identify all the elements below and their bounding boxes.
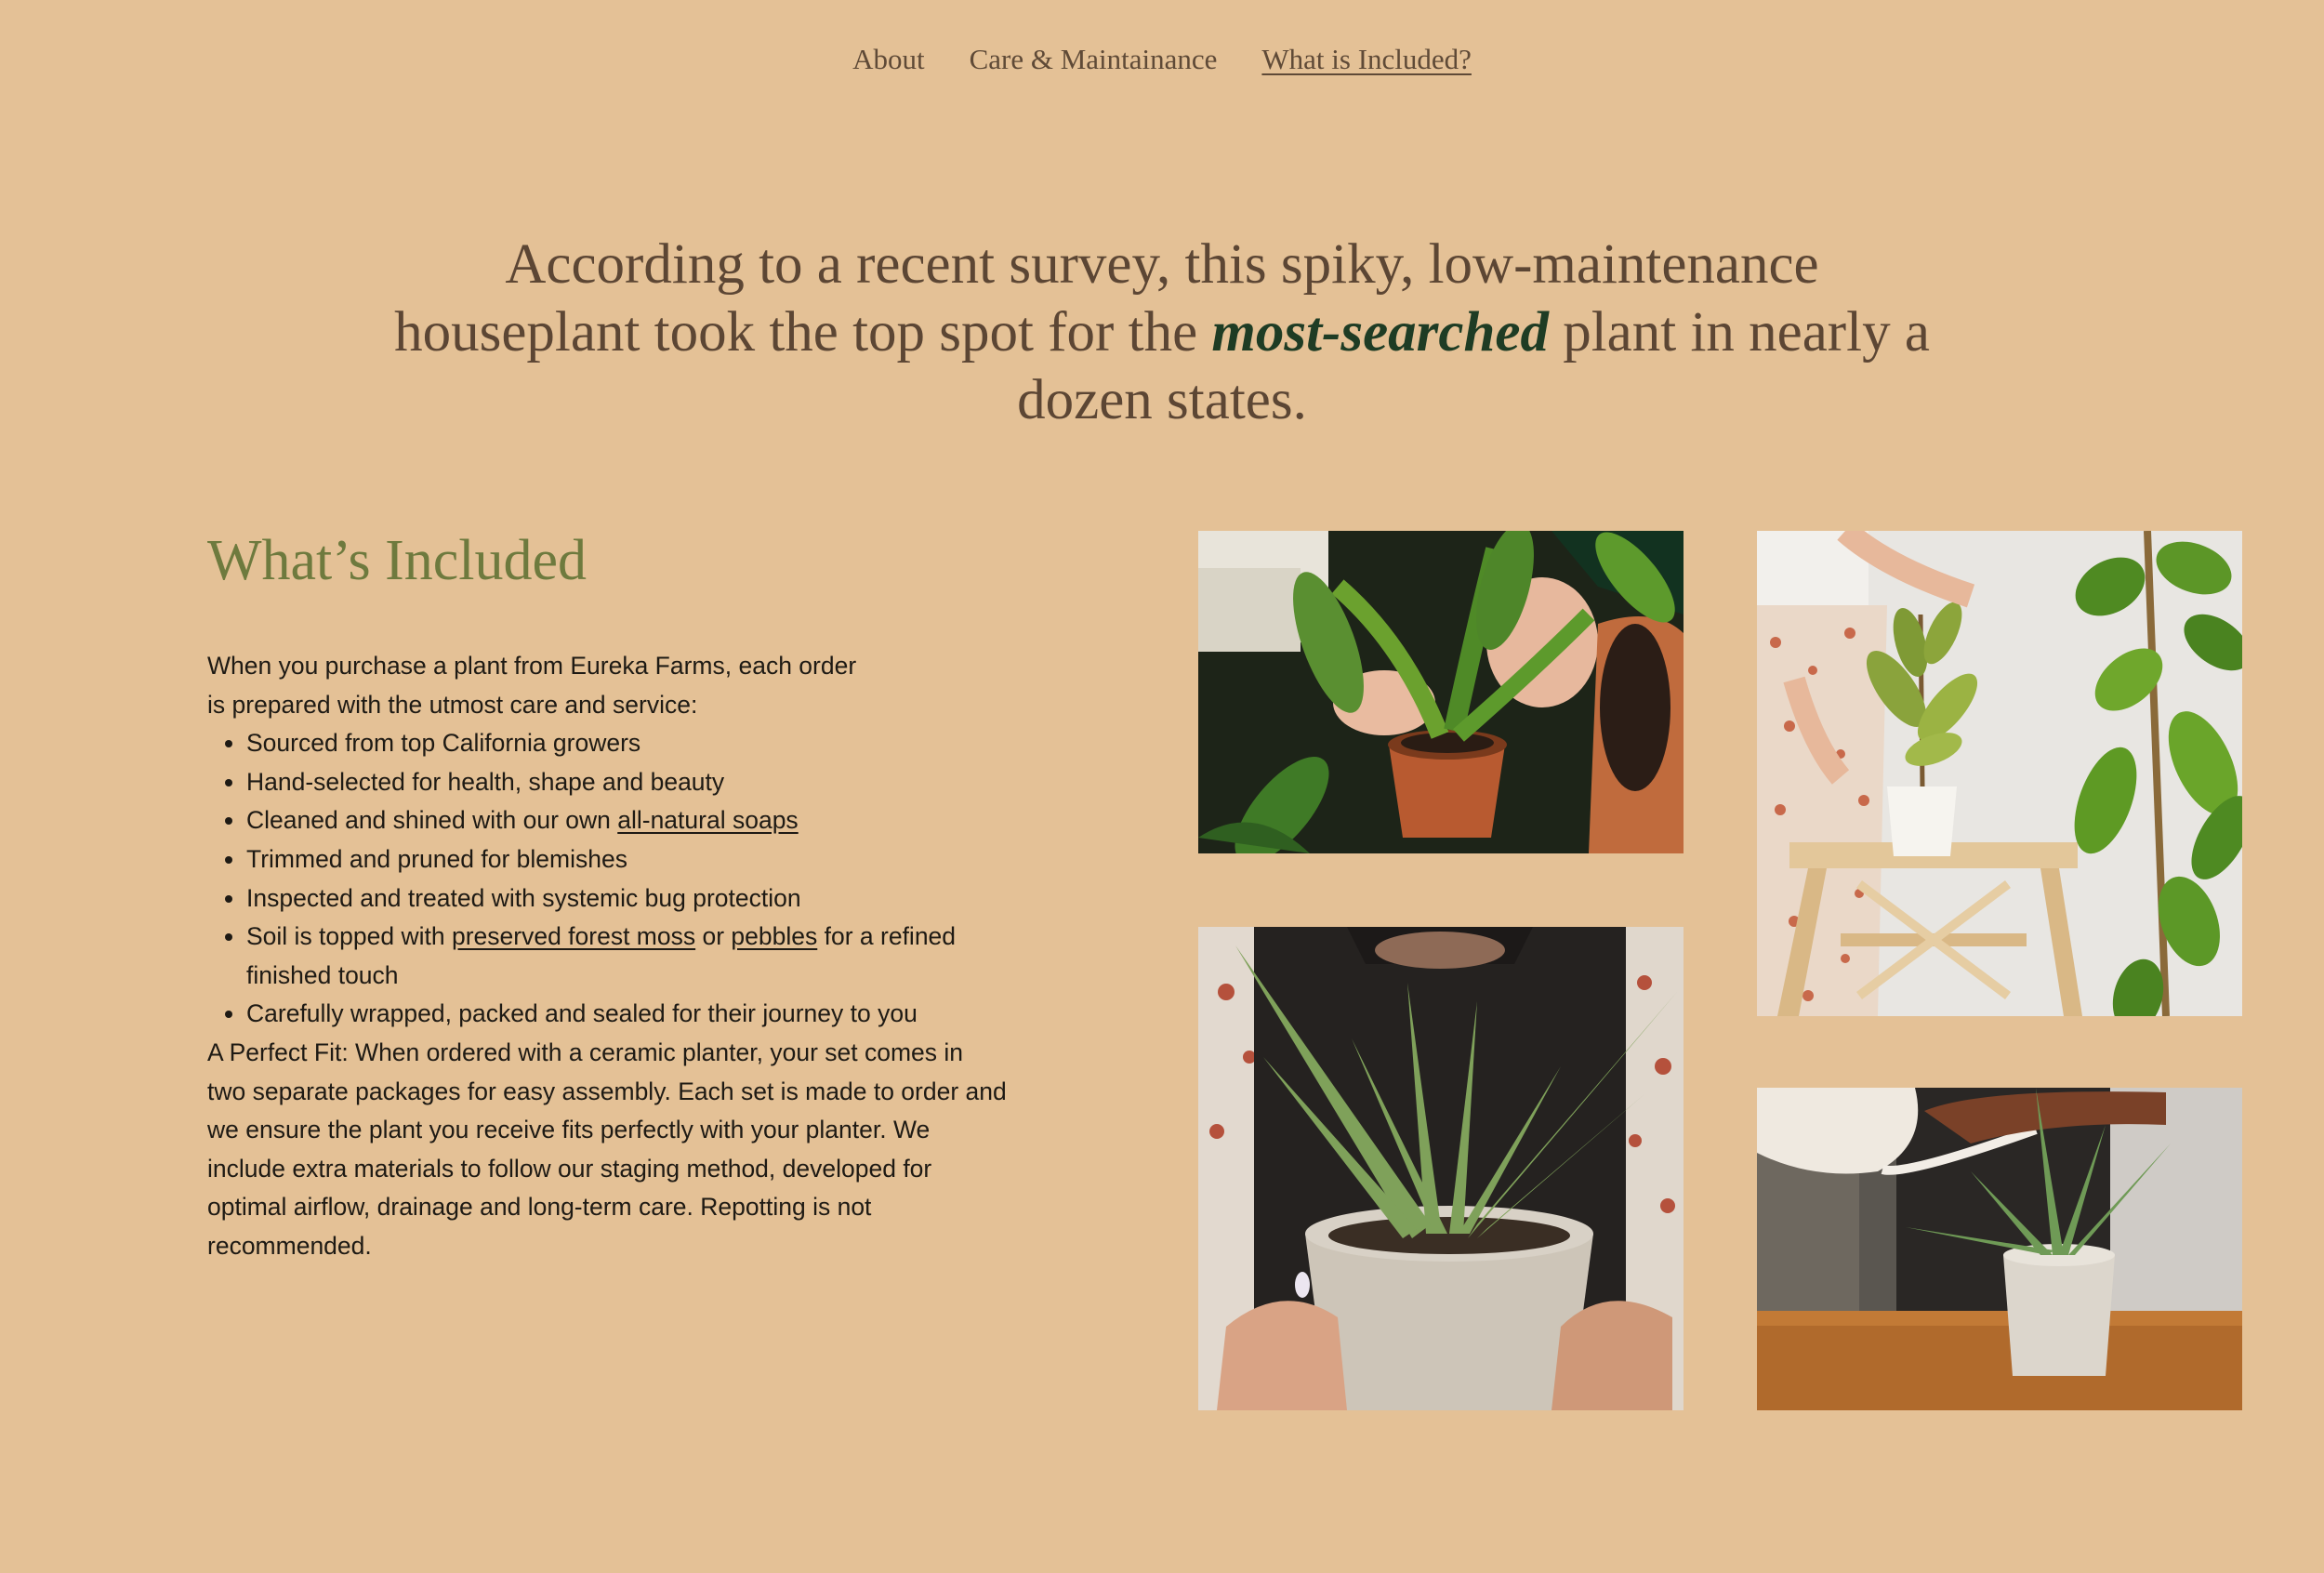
list-item: • Trimmed and pruned for blemishes <box>246 840 1025 879</box>
list-item-text: for a refined finished touch <box>246 922 957 989</box>
nav-care-link[interactable]: Care & Maintainance <box>969 43 1218 75</box>
list-item-text: Cleaned and shined with our own <box>246 806 618 835</box>
list-item <box>246 801 1025 840</box>
photo-rubber-plant-on-stool <box>1757 531 2242 1016</box>
list-item-text: Soil is topped with <box>246 922 452 951</box>
list-item: • Carefully wrapped, packed and sealed for their journey to you <box>246 995 1025 1034</box>
intro-paragraph: When you purchase a plant from Eureka Farms, each order is prepared with the utmost care and service: <box>207 652 857 719</box>
list-item: • Inspected and treated with systemic bug protection <box>246 879 1025 919</box>
nav-about-link[interactable]: About <box>852 43 925 75</box>
hero-emphasis: most-searched <box>1211 301 1549 364</box>
photo-aloe-in-hands <box>1198 927 1684 1410</box>
photo-repotting-plant <box>1198 531 1684 853</box>
hero-text-after: plant in nearly a dozen states. <box>1017 301 1930 431</box>
perfect-fit-paragraph: A Perfect Fit: When ordered with a ceramic planter, your set comes in two separate packages for easy assembly. Each set is made to order and we ensure the plant you receive fits perfectly with your planter. We include extra materials to follow our staging method, developed for optimal airflow, drainage and long-term care. Repotting is not recommended. <box>207 1038 1007 1260</box>
included-list <box>207 724 1025 1034</box>
list-item: • Sourced from top California growers <box>246 724 1025 763</box>
top-nav <box>0 43 2324 76</box>
list-item: • Hand-selected for health, shape and beauty <box>246 763 1025 802</box>
section-title: What’s Included <box>207 529 588 592</box>
photo-watering-aloe <box>1757 1088 2242 1410</box>
list-item-text: or <box>695 922 732 951</box>
soaps-link[interactable]: all-natural soaps <box>617 806 799 835</box>
pebbles-link[interactable]: pebbles <box>731 922 818 951</box>
hero-text-before: According to a recent survey, this spiky, low-maintenance houseplant took the top spot for the <box>394 233 1819 364</box>
hero-statement <box>390 231 1934 434</box>
nav-included-link[interactable]: What is Included? <box>1261 43 1472 75</box>
forest-moss-link[interactable]: preserved forest moss <box>451 922 696 951</box>
included-description <box>207 647 1025 1266</box>
list-item <box>246 918 1025 995</box>
